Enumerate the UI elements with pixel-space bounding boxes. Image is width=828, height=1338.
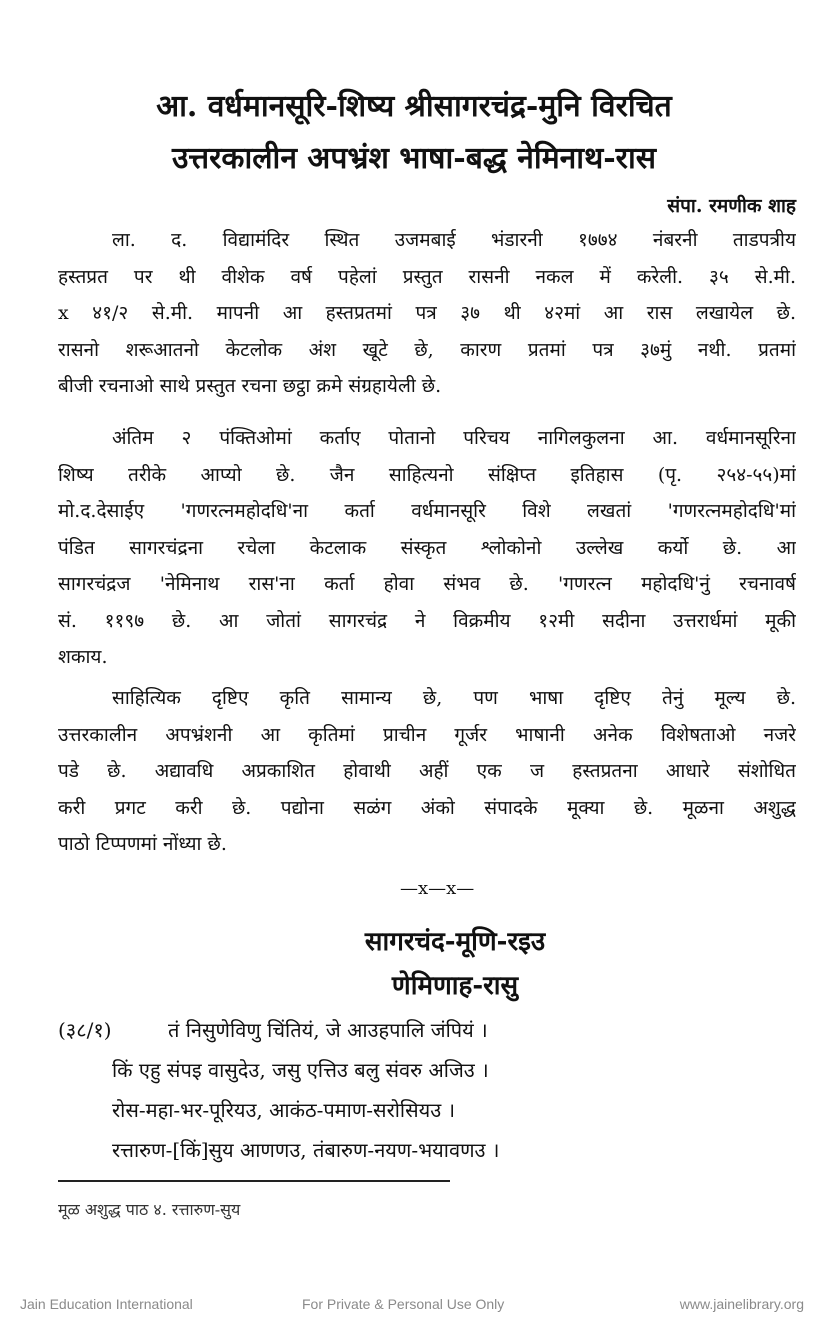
- footer-center: For Private & Personal Use Only: [302, 1296, 505, 1312]
- verse-line: तं निसुणेविणु चिंतियं, जे आउहपालि जंपियं ।: [168, 1018, 488, 1042]
- verse-line: रोस-महा-भर-पूरियउ, आकंठ-पमाण-सरोसियउ ।: [112, 1098, 456, 1122]
- verse-line: किं एहु संपइ वासुदेउ, जसु एत्तिउ बलु संवरु अजिउ ।: [112, 1058, 489, 1082]
- paragraph-line: शिष्य तरीके आप्यो छे. जैन साहित्यनो संक्षिप्त इतिहास (पृ. २५४-५५)मां: [58, 463, 796, 486]
- title-line-2: उत्तरकालीन अपभ्रंश भाषा-बद्ध नेमिनाथ-रास: [171, 141, 657, 176]
- paragraph-line: पंडित सागरचंद्रना रचेला केटलाक संस्कृत श्लोकोनो उल्लेख कर्यो छे. आ: [58, 536, 796, 559]
- paragraph-line: बीजी रचनाओ साथे प्रस्तुत रचना छट्ठा क्रमे संग्रहायेली छे.: [58, 375, 442, 397]
- paragraph-line: अंतिम २ पंक्तिओमां कर्ताए पोतानो परिचय नागिलकुलना आ. वर्धमानसूरिना: [112, 427, 796, 449]
- paragraph-line: मो.द.देसाईए 'गणरत्नमहोदधि'ना कर्ता वर्धमानसूरि विशे लखतां 'गणरत्नमहोदधि'मां: [58, 500, 796, 522]
- paragraph-line: पाठो टिप्पणमां नोंध्या छे.: [58, 833, 227, 855]
- footnote: मूळ अशुद्ध पाठ ४. रत्तारुण-सुय: [58, 1200, 241, 1219]
- poem-title-line-2: णेमिणाह-रासु: [391, 971, 519, 1001]
- paragraph-line: शकाय.: [58, 646, 108, 668]
- paragraph-line: सागरचंद्रज 'नेमिनाथ रास'ना कर्ता होवा संभव छे. 'गणरत्न महोदधि'नुं रचनावर्ष: [58, 573, 796, 595]
- paragraph-line: सं. ११९७ छे. आ जोतां सागरचंद्र ने विक्रमीय १२मी सदीना उत्तरार्धमां मूकी: [58, 609, 796, 632]
- verse-line: रत्तारुण-[किं]सुय आणणउ, तंबारुण-नयण-भयावणउ ।: [112, 1138, 500, 1162]
- editor-credit: संपा. रमणीक शाह: [667, 195, 796, 217]
- title-line-1: आ. वर्धमानसूरि-शिष्य श्रीसागरचंद्र-मुनि विरचित: [156, 89, 672, 124]
- paragraph-line: ला. द. विद्यामंदिर स्थित उजमबाई भंडारनी १७७४ नंबरनी ताडपत्रीय: [112, 229, 796, 251]
- paragraph-line: करी प्रगट करी छे. पद्योना सळंग अंको संपादके मूक्या छे. मूळना अशुद्ध: [58, 796, 796, 819]
- paragraph-line: रासनो शरूआतनो केटलोक अंश खूटे छे, कारण प्रतमां पत्र ३७मुं नथी. प्रतमां: [58, 338, 796, 361]
- paragraph-line: उत्तरकालीन अपभ्रंशनी आ कृतिमां प्राचीन गूर्जर भाषानी अनेक विशेषताओ नजरे: [58, 723, 796, 746]
- paragraph-line: पडे छे. अद्यावधि अप्रकाशित होवाथी अहीं एक ज हस्तप्रतना आधारे संशोधित: [58, 760, 796, 782]
- footer-left: Jain Education International: [20, 1296, 193, 1312]
- separator: —x—x—: [400, 878, 475, 899]
- paragraph-line: साहित्यिक दृष्टिए कृति सामान्य छे, पण भाषा दृष्टिए तेनुं मूल्य छे.: [112, 687, 796, 709]
- paragraph-line: x ४१/२ से.मी. मापनी आ हस्तप्रतमां पत्र ३७ थी ४२मां आ रास लखायेल छे.: [58, 302, 796, 324]
- footer-right[interactable]: www.jainelibrary.org: [679, 1296, 804, 1312]
- poem-title-line-1: सागरचंद-मूणि-रइउ: [364, 927, 546, 957]
- footnote-rule: [58, 1180, 450, 1182]
- paragraph-line: हस्तप्रत पर थी वीशेक वर्ष पहेलां प्रस्तुत रासनी नकल में करेली. ३५ से.मी.: [58, 265, 796, 288]
- verse-number: (३८/१): [58, 1018, 112, 1042]
